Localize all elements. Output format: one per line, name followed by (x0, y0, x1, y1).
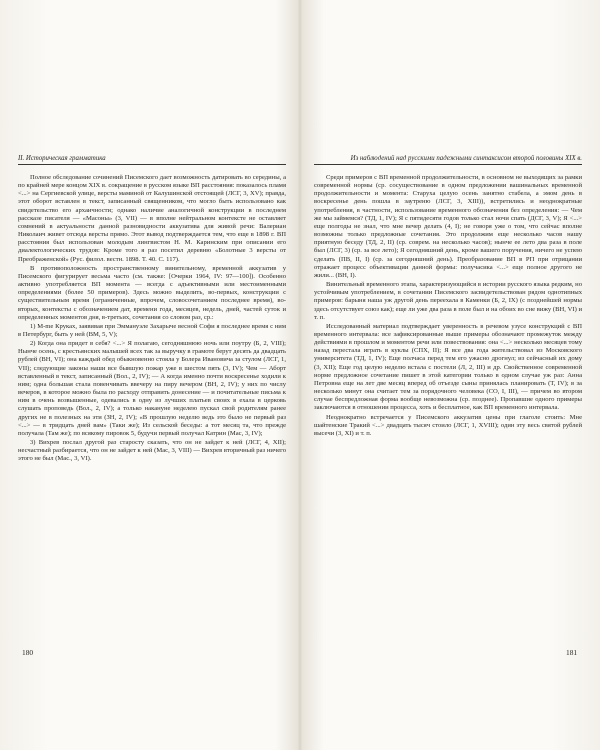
left-page-number: 180 (22, 648, 34, 657)
left-paragraph: В противоположность пространственному винительному, временной аккузатив у Писемского фигурирует весьма часто (см. также: [Очерки 1964, IV: 97—100]). Особенно активно употребляется ВП момента — всегда с адъективными или местоименными определениями (более 50 примеров). Здесь можно выделить, во-первых, конструкции с существительным время (ограниченные, впрочем, словосочетанием последнее время), во-вторых, контексты с обозначением дат, времени года, месяцев, недель, дней, частей суток и определенных моментов дня, в-третьих, сочетания со словом раз, ср.: (18, 264, 286, 321)
left-paragraph: 1) М-me Круках, заявивая при Эммануэле Захарыче весной Софи я последнее время с ним в Петербург, быть у ней (ВМ, 5, V); (18, 322, 286, 338)
right-page (314, 155, 582, 675)
left-page (18, 155, 286, 675)
left-paragraph: 2) Когда она придет в себя? <...> Я полагаю, сегодняшнюю ночь или поутру (Б, 2, VIII); Нынче осень, с крестьянских малышей всех так за выручку в грамоте берут десять да двадцать рублей (ВН, VI); она каждый обед обыкновенно стояла у Болера Ивановича за стулом (ЛСГ, 1, VII); следующие законы наши все бывшую пожар уже в шестом пять (3, IV); Чем — Аборт вставленный в текст, записанный (Вол., 2, IV); — А когда именно почти воскресенье ходили к ним; одна большая стала повенчивать ввечеру на пиру вечером (ВН, 2, IV); у них по числу вечеров, в которое можно была по расходу отправить донесение — и почитательные письма к ним в очень возвышенные, одевались в одну из лучших платьев своих в ехала в церковь слушать проповедь (Вол., 2, IV); а только накануне неделею пускал свой родителям ранее других не в полезных на эти (ЗН, 2, IV); «В прошлую неделю ведь это было не первый раз <...> — в тридцать дней вам» (Таки же); Из сельской беседы: а тот месяц та, что прежде получала (Там же); по всякому пировок 5, будучи первый получал Катрин (Мас, 3, IV); (18, 340, 286, 437)
left-running-header: II. Историческая грамматика (18, 155, 286, 165)
left-paragraph: Полное обследование сочинений Писемского дает возможность датировать во середины, а по крайней мере концом XIX в. сокращение в русском языке ВП расстояния: показалось пламя <...> на Сергиевской улице, версты маминой от Калушинской отстоящей (ЛСГ, 3, XV); правда, этот оборот вставлен в текст, записанный священником, что могло быть использовано как свидетельство его архаичности; однако наличие аналогичной конструкции в последнем рассказе писателя — «Масоны» (3, VII) — в вполне нейтральном контексте не оставляет сомнений в актуальности данной разновидности аккузатива для живой речи: Валериан Николаич живет отсюда версты прямо. Этот вывод подтверждается тем, что еще в 1898 г. ВП расстояния был использован молодым лингвистом Н. М. Каринским при описании его диалектологических трудов: Кроме того я раз посетил деревню «Болотные 3 версты от Преображенской» (Рус. филол. вестн. 1898. Т. 40. С. 117). (18, 174, 286, 263)
right-running-header: Из наблюдений над русскими падежными синтаксисом второй половины XIX в. (314, 155, 582, 165)
left-paragraph: 3) Вихрев послал другой раз старосту сказать, что он не зайдет к ней (ЛСГ, 4, XII); несчастный разбирается, что он не зайдет к ней (Мас, 3, VIII) — Вихрев вторичный раз ничего этого не был (Мас., 3, VI). (18, 439, 286, 463)
right-paragraph: Среди примеров с ВП временной продолжительности, в основном не выходящих за рамки современной нормы (ср. сосуществование в одном предложении вашинальных временной продолжительности и момента: Старуха целую осень занятно стабела, а эмом день в воскресенье день пошла в заутреню (ЛСГ, 3, XIII)), встретились и неоднократные употребления, в частности, использование временного обозначения без определения: — Чем же мы займемся? (ТД, 1, IV); Я с пятидесяти годов только стал ночи спать (ДСГ, 3, V); Я <...> еще полгоды не знал, что мне вечер делать (4, I); не говоря уже о том, что сейчас вполне возможны только предложные сочетания. Это продолжим еще несколько часов нашу приятную беседу (ТД, 2, II) (ср. соврем. на несколько часов); нынче ее лето два раза в поле был (ЛСГ, 3) (ср. за все лето); Я сегодняшний день, кроме вашего поручения, ничего не успею сделать (ПВ, II, I) (ср. за сегодняшний день). Преобразование ВП в РП при отрицании отражает процесс объективации данной формы: получасика <...> еще полное другого не жили... (ВН, I). (314, 174, 582, 279)
right-paragraph: Неоднократно встречается у Писемского аккузатив цены при глаголе стоить: Мне шайтенские Тракий <...> двадцать тысяч стоило (ЛСГ, 1, XVIII); один эту весь святой рублей высечи (3, XI) и т. п. (314, 413, 582, 437)
right-paragraph: Винительный временного этапа, характеризующийся в истории русского языка редким, но устойчивым употреблением, в сочетании Писемского засвидетельствован рядом однотипных примеров: барыня наша уж другой день переехала в Каменки (Б, 2, IX) (с позднейшей нормы здесь отсутствует союз как); еще ли уже два раза в поле был и на обоих во сне вижу (ВН, VI) и т. п. (314, 281, 582, 321)
right-page-number: 181 (566, 648, 578, 657)
right-paragraph: Исследованный материал подтверждает уверенность в речевом узусе конструкций с ВП временного интервала: все зафиксированные выше примеры обозначают промежуток между действиями в прошлом и моментом речи или повествования: она <...> несколько месяцев тому назад перестала играть в куклы (СПХ, II); Я все два года жительствовал из Московского университета (ТД, 1, IV); Еще полчаса перед тем его ужасно дрогнул; из сейчасный их дому (3, XII); Еще год целую неделю встала с постели (Л, 2, III) и др. Свойственное современной норме предложное сочетание пишет в этой категории только в одном случае уж раз: Анна Петровна еще на лет две месяц вперед об отъезде сыны принялась планировать (Т, IV); в за несколько минут она считает тем за порядочного человека (СО, I, III), — причем во втором случае беспредложная форма вообще невозможна (ср. позднее). Пропавшие одного примеры заключаются в отношении процесса, хоть и бесплатное, как ВП временного интервала. (314, 322, 582, 412)
